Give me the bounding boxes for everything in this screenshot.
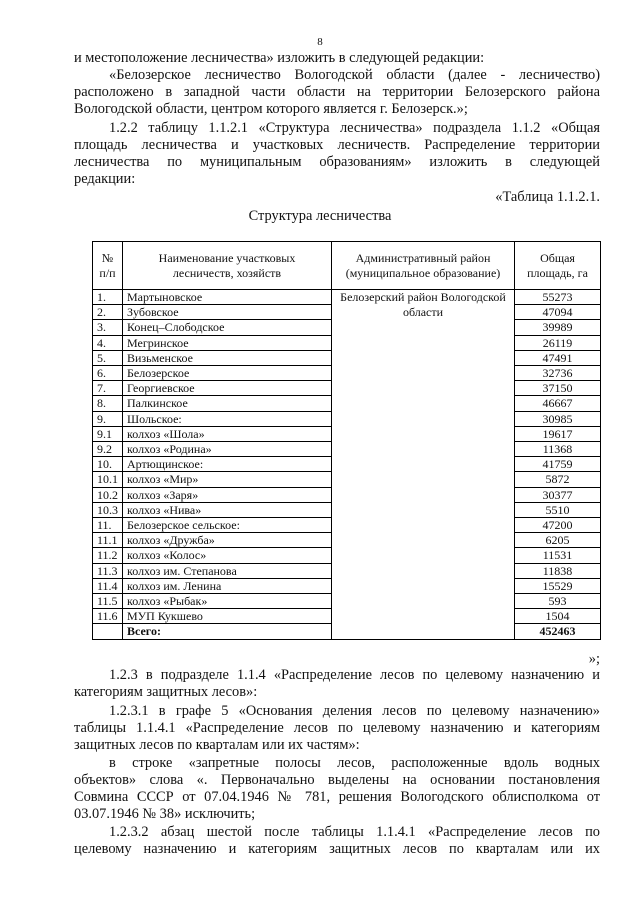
row-name: Белозерское xyxy=(123,366,332,381)
row-number: 10.2 xyxy=(93,487,123,502)
row-area: 6205 xyxy=(515,533,601,548)
paragraph-6-line-2: объектов» слова «. Первоначально выделены на основании постановления xyxy=(74,772,600,788)
table-header-row xyxy=(93,242,601,290)
row-area: 39989 xyxy=(515,320,601,335)
row-name: Визьменское xyxy=(123,350,332,365)
row-name: Шольское: xyxy=(123,411,332,426)
row-name: колхоз «Рыбак» xyxy=(123,594,332,609)
paragraph-1: и местоположение лесничества» изложить в следующей редакции: xyxy=(74,50,485,66)
row-area: 32736 xyxy=(515,366,601,381)
paragraph-3-line-1: 1.2.2 таблицу 1.1.2.1 «Структура лесничества» подраздела 1.1.2 «Общая xyxy=(109,120,600,136)
row-number: 11.3 xyxy=(93,563,123,578)
row-name: колхоз «Дружба» xyxy=(123,533,332,548)
row-area: 5510 xyxy=(515,502,601,517)
paragraph-4-line-1: 1.2.3 в подразделе 1.1.4 «Распределение лесов по целевому назначению и xyxy=(109,667,600,683)
row-number: 10.3 xyxy=(93,502,123,517)
row-number: 9.2 xyxy=(93,442,123,457)
total-value: 452463 xyxy=(515,624,601,639)
row-number: 1. xyxy=(93,290,123,305)
page-number: 8 xyxy=(317,36,323,48)
table-end-quote: »; xyxy=(588,651,600,667)
row-name: Конец–Слободское xyxy=(123,320,332,335)
row-area: 11368 xyxy=(515,442,601,457)
forestry-structure-table xyxy=(92,241,601,640)
row-name: колхоз им. Степанова xyxy=(123,563,332,578)
row-area: 41759 xyxy=(515,457,601,472)
paragraph-7-line-1: 1.2.3.2 абзац шестой после таблицы 1.1.4.1 «Распределение лесов по xyxy=(109,824,600,840)
row-area: 593 xyxy=(515,594,601,609)
row-area: 47491 xyxy=(515,350,601,365)
paragraph-6-line-3: Совмина СССР от 07.04.1946 № 781, решения Вологодского облисполкома от xyxy=(74,789,600,805)
paragraph-5-line-3: защитных лесов по кварталам или их частям»: xyxy=(74,737,360,753)
table-title: Структура лесничества xyxy=(248,208,392,224)
header-num: № п/п xyxy=(93,242,123,290)
paragraph-3-line-2: площадь лесничества и участковых лесничеств. Распределение территории xyxy=(74,137,600,153)
row-number: 11. xyxy=(93,518,123,533)
row-number: 7. xyxy=(93,381,123,396)
row-number: 11.6 xyxy=(93,609,123,624)
row-name: МУП Кукшево xyxy=(123,609,332,624)
row-number: 9.1 xyxy=(93,426,123,441)
table-reference: «Таблица 1.1.2.1. xyxy=(495,189,600,205)
row-number: 6. xyxy=(93,366,123,381)
total-label: Всего: xyxy=(123,624,332,639)
row-area: 11838 xyxy=(515,563,601,578)
row-name: Зубовское xyxy=(123,305,332,320)
row-area: 15529 xyxy=(515,578,601,593)
row-name: колхоз «Родина» xyxy=(123,442,332,457)
row-name: Георгиевское xyxy=(123,381,332,396)
row-number: 11.5 xyxy=(93,594,123,609)
row-name: Палкинское xyxy=(123,396,332,411)
row-name: колхоз «Заря» xyxy=(123,487,332,502)
row-area: 47094 xyxy=(515,305,601,320)
row-area: 55273 xyxy=(515,290,601,305)
paragraph-6-line-1: в строке «запретные полосы лесов, расположенные вдоль водных xyxy=(109,755,600,771)
row-area: 26119 xyxy=(515,335,601,350)
row-number: 10.1 xyxy=(93,472,123,487)
row-name: Артющинское: xyxy=(123,457,332,472)
row-area: 19617 xyxy=(515,426,601,441)
paragraph-4-line-2: категориям защитных лесов»: xyxy=(74,684,258,700)
paragraph-5-line-1: 1.2.3.1 в графе 5 «Основания деления лесов по целевому назначению» xyxy=(109,703,600,719)
header-name: Наименование участковых лесничеств, хозяйств xyxy=(123,242,332,290)
row-number: 2. xyxy=(93,305,123,320)
paragraph-5-line-2: таблицы 1.1.4.1 «Распределение лесов по целевому назначению и категориям xyxy=(74,720,600,736)
table-body xyxy=(93,290,601,640)
row-area: 30377 xyxy=(515,487,601,502)
paragraph-2-line-1: «Белозерское лесничество Вологодской области (далее - лесничество) xyxy=(109,67,600,83)
row-number: 11.4 xyxy=(93,578,123,593)
row-area: 5872 xyxy=(515,472,601,487)
row-name: колхоз «Колос» xyxy=(123,548,332,563)
row-number: 3. xyxy=(93,320,123,335)
row-number: 11.1 xyxy=(93,533,123,548)
row-name: Мартыновское xyxy=(123,290,332,305)
row-number: 9. xyxy=(93,411,123,426)
paragraph-2-line-2: расположено в западной части области на территории Белозерского района xyxy=(74,84,600,100)
row-area: 46667 xyxy=(515,396,601,411)
row-area: 11531 xyxy=(515,548,601,563)
row-name: колхоз «Мир» xyxy=(123,472,332,487)
row-number: 4. xyxy=(93,335,123,350)
table-row xyxy=(93,290,601,305)
paragraph-3-line-3: лесничества по муниципальным образованиям» изложить в следующей xyxy=(74,154,600,170)
row-area: 47200 xyxy=(515,518,601,533)
row-area: 30985 xyxy=(515,411,601,426)
paragraph-6-line-4: 03.07.1946 № 38» исключить; xyxy=(74,806,256,822)
district-cell: Белозерский район Вологодской области xyxy=(332,290,515,640)
row-name: Белозерское сельское: xyxy=(123,518,332,533)
total-empty-cell xyxy=(93,624,123,639)
row-number: 11.2 xyxy=(93,548,123,563)
row-number: 8. xyxy=(93,396,123,411)
row-name: колхоз «Нива» xyxy=(123,502,332,517)
header-district: Административный район (муниципальное образование) xyxy=(332,242,515,290)
row-name: Мегринское xyxy=(123,335,332,350)
row-name: колхоз им. Ленина xyxy=(123,578,332,593)
row-area: 37150 xyxy=(515,381,601,396)
paragraph-2-line-3: Вологодской области, центром которого является г. Белозерск.»; xyxy=(74,101,468,117)
row-number: 5. xyxy=(93,350,123,365)
row-number: 10. xyxy=(93,457,123,472)
paragraph-7-line-2: целевому назначению и категориям защитных лесов по кварталам или их xyxy=(74,841,600,857)
row-name: колхоз «Шола» xyxy=(123,426,332,441)
row-area: 1504 xyxy=(515,609,601,624)
header-area: Общая площадь, га xyxy=(515,242,601,290)
paragraph-3-line-4: редакции: xyxy=(74,171,136,187)
